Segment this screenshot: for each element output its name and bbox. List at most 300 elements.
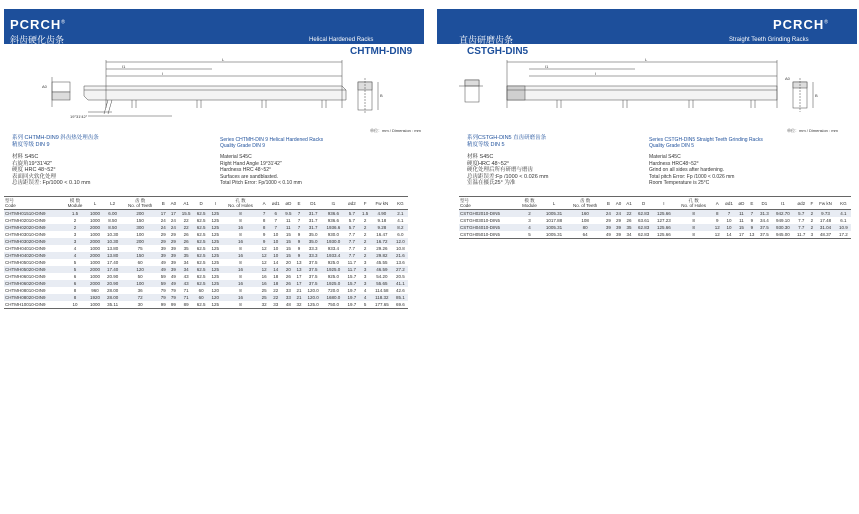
code-cell: CHTMH06010-DIN9 [5,274,46,279]
table-cell: 37.5 [757,224,772,231]
table-cell: 10 [273,246,279,251]
table-cell: 1005.31 [541,224,567,231]
table-cell: 120 [211,288,220,293]
table-cell: 8 [239,274,242,279]
table-cell: 62.5 [194,224,209,231]
table-cell: 10 [726,218,732,223]
table-cell: 37.5 [308,274,318,279]
table-cell: 71 [183,288,189,293]
table-row [4,294,408,301]
table-cell: 4 [363,288,367,293]
table-cell: 2000 [87,224,104,231]
column-header-en: No. of Teeth [128,203,153,208]
table-cell: 1933.4 [322,252,344,259]
series-cn-line: 精度等级 DIN 9 [12,142,50,148]
series-cn [12,135,99,149]
table-cell: 1.5 [359,210,371,218]
table-cell: 7 [294,224,304,231]
table-row [4,280,408,287]
table-cell: 1936.6 [322,224,344,231]
table-cell: 177.65 [371,301,393,309]
table-cell: 22 [273,288,279,293]
table-cell: 17 [296,274,302,279]
spec-line: 硬度 HRC 48~52° [12,167,56,174]
column-header [722,197,736,210]
header-banner [437,9,857,44]
table-cell: 50 [137,274,143,279]
table-cell: 2000 [87,266,104,273]
column-header-en: øD [738,200,745,206]
table-cell: 9 [262,232,266,237]
code-cell: CSTGH05010-DIN5 [459,231,518,239]
table-cell: 13 [296,260,302,265]
column-header-en: Code [460,203,471,208]
svg-text:I: I [162,71,164,76]
code-cell: CSTGH04010-DIN5 [459,224,518,231]
spec-line: Total pitch Error: Fp /1000 < 0.026 mm [649,173,735,180]
table-cell: 21 [296,288,302,293]
table-cell: 3 [73,232,77,237]
column-header-en: B [161,200,165,206]
table-cell: 3 [363,274,367,279]
table-cell: 2 [809,210,816,218]
table-cell: 125 [209,210,222,218]
table-cell: 300 [122,224,159,231]
svg-text:I: I [595,71,597,76]
column-header-en: ød1 [725,200,733,206]
column-header-en: KG [840,200,847,206]
table-cell: 200 [122,238,159,245]
table-cell: 31.7 [304,210,322,218]
table-row [4,210,408,218]
table-cell: 29 [158,238,168,245]
column-header [712,197,722,210]
table-cell: 8 [262,218,266,223]
column-header-en: I1 [331,200,336,206]
column-header [567,197,604,210]
table-cell: 4 [73,246,77,251]
svg-text:L: L [222,57,225,62]
table-cell: 125 [211,218,220,223]
table-cell: 7 [722,210,736,218]
spec-line: Room Temperature is 25°C [649,180,710,187]
svg-text:19°31′42″: 19°31′42″ [70,114,88,119]
table-cell: 8 [259,224,269,231]
table-cell: 24 [168,224,178,231]
table-cell: 46.59 [371,266,393,273]
table-cell: 4.90 [371,210,393,218]
table-cell: 7.7 [344,238,359,245]
series-en-line: Quality Grade DIN 5 [649,143,695,149]
column-header-en: Module [522,203,537,208]
column-header [269,197,283,210]
table-cell: 39 [170,260,176,265]
table-cell: 16 [261,274,267,279]
table-cell: 69.6 [393,301,408,309]
table-cell: 8 [239,246,242,251]
spec-line: Total Pitch Error: Fp/1000 < 0.10 mm [220,180,302,187]
series-en [649,137,763,149]
series-en [220,137,323,149]
table-cell: 35.0 [304,238,322,245]
column-header [603,197,613,210]
table-cell: 2 [810,218,814,223]
table-cell: 80 [567,224,604,231]
title-cn: 斜齿硬化齿条 [10,35,65,45]
table-cell: 2 [63,224,86,231]
table-cell: 1000 [90,232,101,237]
series-cn-line: 精度等级 DIN 5 [467,142,505,148]
column-header [259,197,269,210]
table-cell: 16 [222,224,259,231]
table-cell: 35 [179,252,194,259]
table-cell: 7.7 [348,232,355,237]
table-cell: 125.66 [653,224,675,231]
table-cell: 3 [363,260,367,265]
table-cell: 18 [273,274,279,279]
specs-en [649,154,734,187]
table-row [459,231,851,239]
table-cell: 62.5 [194,210,209,218]
table-cell: 9 [297,246,301,251]
table-cell: 16 [222,294,259,301]
table-cell: 35 [624,224,635,231]
column-header-en: Fw kN [819,200,832,206]
table-cell: 12.0 [393,238,408,245]
table-cell: 6.00 [103,210,121,218]
table-cell: 62.5 [194,266,209,273]
table-cell: 9 [750,218,754,223]
table-cell: 62.5 [194,280,209,287]
column-header [736,197,747,210]
spec-line: Material S45C [220,154,252,160]
table-cell: 120 [209,294,222,301]
column-header-cn: 齿 数 [134,198,146,203]
table-cell: 930.30 [772,224,794,231]
table-cell: 7 [259,210,269,218]
table-cell: 8 [222,210,259,218]
column-header [179,197,194,210]
spec-line: 表面回火软化处理 [12,173,57,180]
table-cell: 37.5 [757,231,772,239]
column-header-cn: 模 数 [69,198,81,203]
svg-text:A0: A0 [785,76,790,81]
table-cell: 11.7 [794,231,809,239]
table-cell: 1925.0 [322,280,344,287]
column-header [304,197,322,210]
series-en-line: Quality Grade DIN 9 [220,143,266,149]
code-cell: CHTMH03010-DIN9 [5,232,46,237]
table-cell: 15 [285,232,291,237]
title-cn: 直齿研磨齿条 [459,35,514,45]
table-cell: 39 [168,266,178,273]
code-cell: CHTMH08020-DIN9 [4,294,63,301]
table-cell: 15 [285,246,291,251]
table-cell: 942.70 [772,210,794,218]
specs-en [220,154,302,187]
table-cell: 9 [259,238,269,245]
table-cell: 79 [158,294,168,301]
column-header-en: D1 [761,200,768,206]
table-cell: 127.23 [657,218,671,223]
column-header [459,197,518,210]
table-cell: 16.72 [371,238,393,245]
column-header [836,197,851,210]
table-cell: 10 [273,232,279,237]
brand-logo: PCRCH® [10,17,66,32]
column-header-cn: 型号 [5,198,14,203]
table-cell: 5.7 [794,210,809,218]
series-en-line: Series CSTGH-DIN5 Straight Teeth Grinding Racks [649,137,763,143]
table-cell: 1680.0 [322,294,344,301]
table-cell: 39 [613,224,624,231]
table-cell: 28.00 [107,288,119,293]
table-cell: 7.7 [794,224,809,231]
table-cell: 37.5 [308,260,318,265]
table-cell: 22 [179,224,194,231]
table-row [459,224,851,231]
table-cell: 55.65 [371,280,393,287]
column-header [122,197,159,210]
specs-cn [12,154,90,187]
table-cell: 33.3 [304,252,322,259]
column-header-en: ød1 [271,200,280,206]
table-cell: 8.50 [108,218,118,223]
table-cell: 936.6 [327,218,339,223]
spec-line: 总齿距误差:Fp /1000 < 0.026 mm [467,173,549,180]
table-cell: 45.55 [376,260,388,265]
column-header-cn: 型号 [460,198,469,203]
spec-line: 总齿距误差: Fp/1000 < 0.10 mm [12,180,91,187]
table-cell: 62.5 [194,252,209,259]
table-cell: 35.11 [103,301,121,309]
left-catalog-page [4,0,424,514]
table-body [4,210,408,309]
table-cell: 27.2 [393,266,408,273]
table-cell: 43 [179,280,194,287]
table-cell: 39 [168,252,178,259]
table-cell: 72 [122,294,159,301]
table-cell: 14 [722,231,736,239]
table-row [4,273,408,280]
table-cell: 31.04 [815,224,836,231]
table-cell: 1000 [87,301,104,309]
table-cell: 39 [158,252,168,259]
table-cell: 720.0 [327,288,339,293]
table-cell: 62.5 [196,232,206,237]
table-cell: 7.7 [348,246,355,251]
table-cell: 4.1 [397,218,404,223]
svg-text:I1: I1 [545,64,549,69]
spec-table [4,196,408,309]
table-cell: 64 [567,231,604,239]
table-cell: 17 [168,210,178,218]
table-cell: 6 [63,280,86,287]
table-cell: 125 [211,260,220,265]
spec-line: Hardness HRC48~52° [649,160,699,167]
table-cell: 8.2 [393,224,408,231]
table-cell: 49 [170,274,176,279]
table-cell: 11 [736,210,747,218]
table-cell: 20.5 [396,274,405,279]
table-cell: 10 [269,238,283,245]
table-cell: 10 [63,301,86,309]
column-header [794,197,809,210]
column-header-en: A [715,200,719,206]
spec-line: Right Hand Angle 19°31′42″ [220,160,282,167]
table-cell: 17 [158,210,168,218]
table-cell: 37.5 [304,266,322,273]
column-header-en: ød2 [347,200,356,206]
table-cell: 48.37 [815,231,836,239]
code-cell: CHTMH01510-DIN9 [4,210,63,218]
table-cell: 42.6 [396,288,405,293]
table-cell: 60 [194,294,209,301]
table-cell: 9 [747,224,757,231]
table-cell: 125 [211,246,220,251]
table-cell: 100 [136,232,144,237]
table-cell: 24 [170,218,176,223]
table-cell: 49 [158,266,168,273]
table-cell: 16 [222,252,259,259]
table-cell: 25 [259,294,269,301]
table-cell: 75 [137,246,143,251]
table-cell: 2 [73,218,77,223]
spec-line: 硬化处理后所有研磨与磨齿 [467,167,534,174]
table-row [459,210,851,218]
table-cell: 33 [285,288,291,293]
table-cell: 125.66 [653,231,675,239]
table-cell: 8 [222,301,259,309]
table-cell: 62.5 [194,238,209,245]
table-cell: 22 [624,210,635,218]
table-cell: 29 [170,232,176,237]
table-row [4,301,408,309]
table-cell: 19.7 [344,294,359,301]
column-header-en: E [297,200,301,206]
table-cell: 34 [624,231,635,239]
table-cell: 39 [170,246,176,251]
table-row [4,217,408,224]
code-cell: CHTMH03020-DIN9 [4,238,63,245]
column-header-en: A [262,200,266,206]
table-cell: 60 [137,260,143,265]
column-header [87,197,104,210]
svg-text:A0: A0 [42,84,47,89]
table-cell: 120.0 [304,294,322,301]
table-cell: 49 [168,280,178,287]
table-cell: 125 [209,301,222,309]
table-cell: 26 [285,274,291,279]
table-cell: 34 [183,260,189,265]
column-header [653,197,675,210]
spec-line: Hardness HRC 48~52° [220,167,272,174]
table-cell: 8 [712,210,722,218]
table-cell: 13 [294,266,304,273]
table-cell: 6.1 [840,218,847,223]
column-header-en: D [199,200,203,206]
table-cell: 24 [613,210,624,218]
table-cell: 33 [269,301,283,309]
table-cell: 3 [359,266,371,273]
table-row [4,231,408,238]
table-cell: 34 [179,266,194,273]
table-cell: 28.00 [103,294,121,301]
table-cell: 15.5 [179,210,194,218]
table-cell: 49 [160,260,166,265]
table-cell: 36 [137,288,143,293]
table-cell: 2.1 [393,210,408,218]
table-cell: 63.61 [637,218,650,223]
column-header-en: F [363,200,367,206]
column-header-en: ød2 [797,200,806,206]
table-cell: 9.73 [815,210,836,218]
table-cell: 108 [581,218,589,223]
table-cell: 19.7 [344,301,359,309]
table-cell: 48 [283,301,295,309]
table-cell: 26 [626,218,632,223]
table-cell: 32 [294,301,304,309]
column-header [757,197,772,210]
title-en: Straight Teeth Grinding Racks [729,37,809,43]
table-cell: 933.4 [327,246,339,251]
table-cell: 8 [239,260,242,265]
column-header [393,197,408,210]
table-cell: 8 [675,210,712,218]
column-header-en: No. of Holes [681,203,707,208]
column-header-en: No. of Holes [228,203,253,208]
table-cell: 9 [716,218,719,223]
table-cell: 26 [179,238,194,245]
table-cell: 2 [359,252,371,259]
column-header [371,197,393,210]
svg-text:B: B [815,93,818,98]
table-cell: 62.5 [196,218,206,223]
title-en: Helical Hardened Racks [309,37,374,43]
table-cell: 4 [359,294,371,301]
table-cell: 2 [809,224,816,231]
table-cell: 29 [160,232,166,237]
table-cell: 41.1 [393,280,408,287]
column-header [103,197,121,210]
table-cell: 3 [359,280,371,287]
table-cell: 960 [91,288,99,293]
table-cell: 17.40 [103,266,121,273]
column-header-en: I1 [781,200,785,206]
table-cell: 118.32 [371,294,393,301]
table-cell: 4 [518,224,541,231]
table-cell: 2000 [87,238,104,245]
table-cell: 10.30 [107,232,119,237]
table-cell: 33.3 [308,246,318,251]
helical-rack-drawing [12,52,422,128]
table-cell: 99 [168,301,178,309]
column-header-en: L2 [110,200,116,206]
table-cell: 62.83 [634,224,653,231]
table-cell: 2 [363,232,367,237]
table-cell: 10 [722,224,736,231]
table-row [4,287,408,294]
specs-cn [467,154,548,187]
column-header [222,197,259,210]
column-header-en: F [810,200,814,206]
table-cell: 936.6 [322,210,344,218]
model-title: CSTGH-DIN5 [467,46,529,57]
table-cell: 2 [363,246,367,251]
table-cell: 10.30 [103,238,121,245]
table-cell: 62.83 [634,210,653,218]
table-cell: 4.1 [836,210,851,218]
